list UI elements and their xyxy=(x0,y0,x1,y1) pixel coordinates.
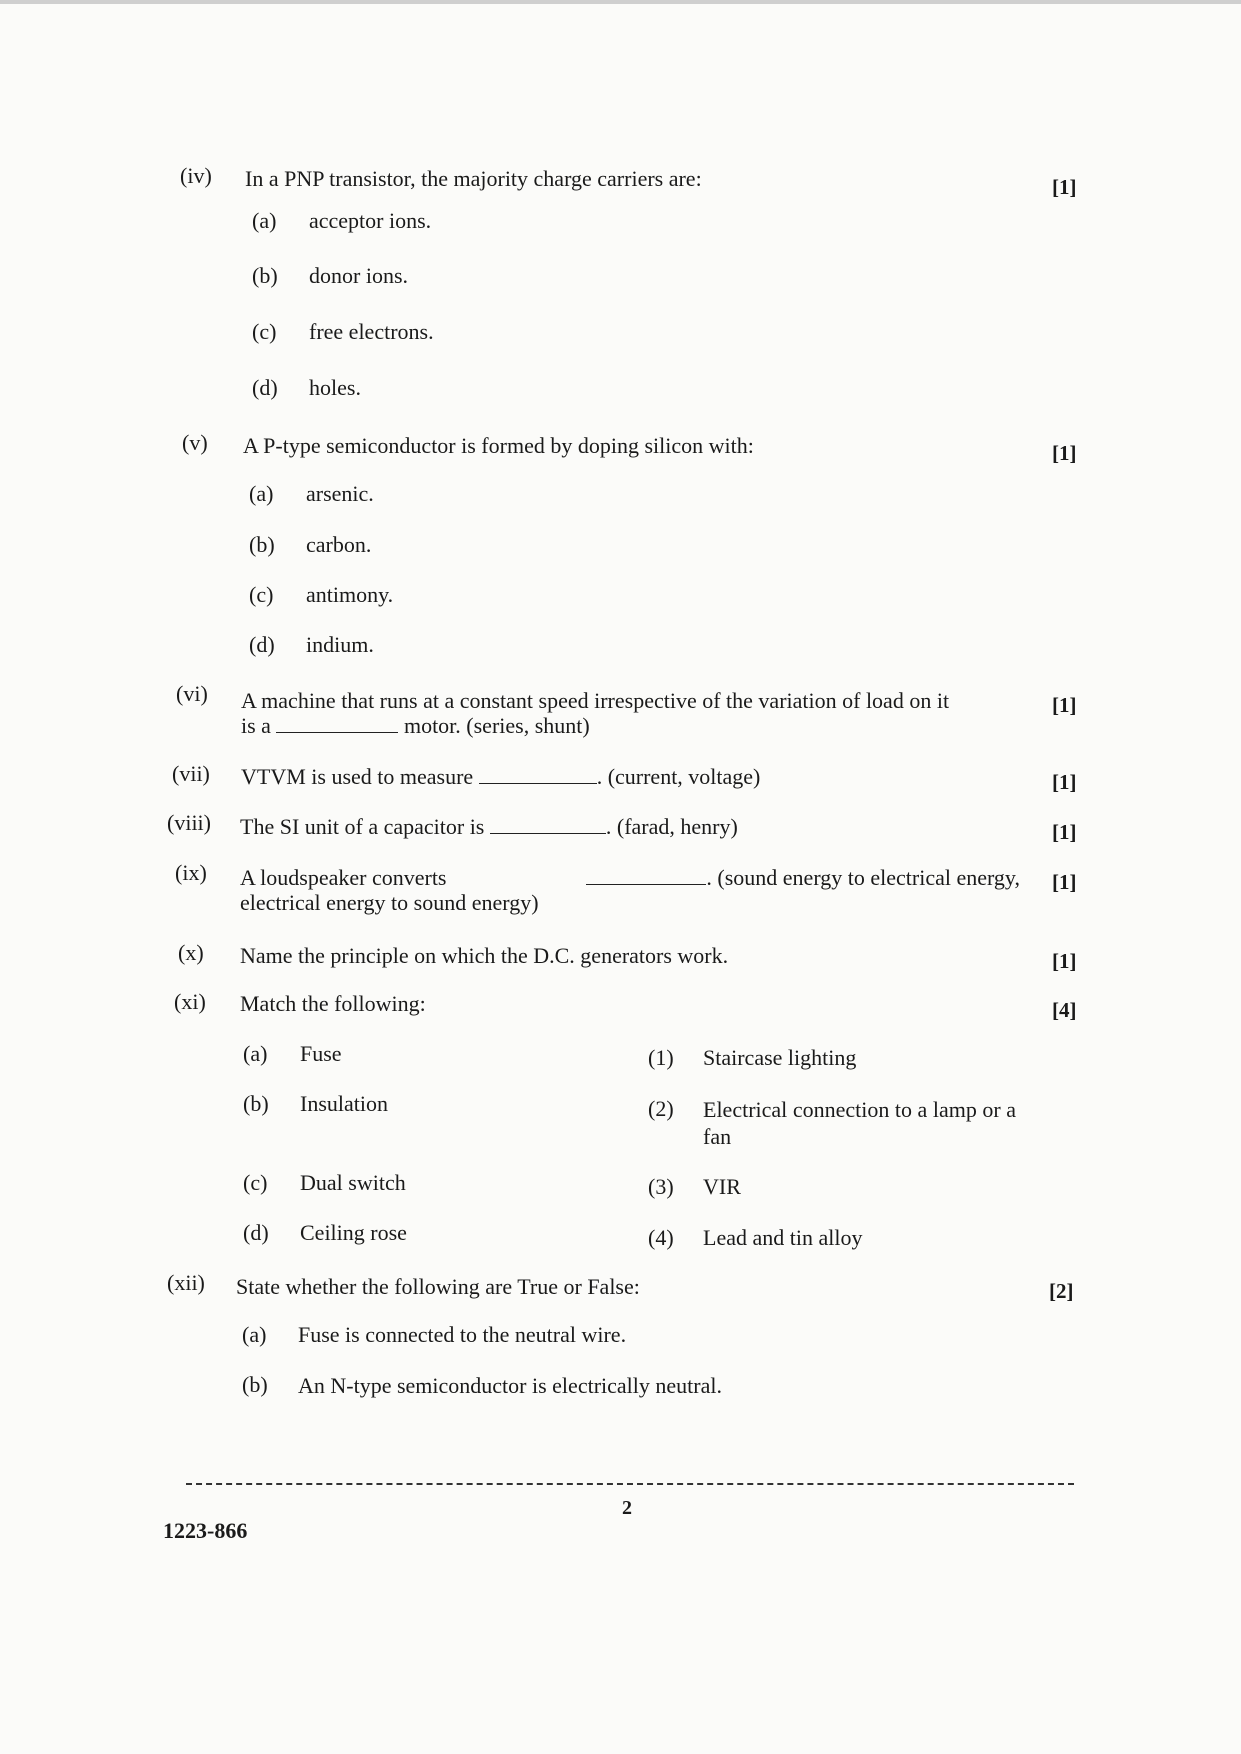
q7-number: (vii) xyxy=(172,761,210,786)
q6-pre-blank: is a xyxy=(241,713,271,738)
q11-marks: [4] xyxy=(1052,998,1077,1022)
q8-marks: [1] xyxy=(1052,820,1077,844)
q5-option-label: (d) xyxy=(249,632,275,657)
q5-option-text: antimony. xyxy=(306,582,394,607)
q12-number: (xii) xyxy=(167,1270,205,1295)
q5-option-text: arsenic. xyxy=(306,481,374,506)
match-right-text: VIR xyxy=(703,1174,741,1199)
q6-text-line2 xyxy=(241,713,590,738)
q9-post-blank: . (sound energy to electrical energy, xyxy=(706,865,1020,890)
q9-marks: [1] xyxy=(1052,870,1077,894)
q4-marks: [1] xyxy=(1052,175,1077,199)
q9-text-line2: electrical energy to sound energy) xyxy=(240,890,539,915)
q4-option-label: (a) xyxy=(252,208,277,233)
q8-number: (viii) xyxy=(167,810,211,835)
q4-text: In a PNP transistor, the majority charge carriers are: xyxy=(245,166,702,191)
match-left-text: Fuse xyxy=(300,1041,342,1066)
q9-blank xyxy=(586,866,706,885)
q4-option-text: donor ions. xyxy=(309,263,408,288)
match-right-text: Electrical connection to a lamp or a fan xyxy=(703,1097,1016,1149)
q8-blank xyxy=(490,815,606,834)
top-border xyxy=(0,0,1241,4)
q10-number: (x) xyxy=(178,940,204,965)
match-right-label: (2) xyxy=(648,1096,674,1121)
q5-option-text: carbon. xyxy=(306,532,372,557)
q8-post-blank: . (farad, henry) xyxy=(605,814,738,839)
paper-code: 1223-866 xyxy=(163,1518,248,1543)
q9-number: (ix) xyxy=(175,860,207,885)
q8-text xyxy=(240,814,738,839)
q9-pre-blank: A loudspeaker converts xyxy=(240,865,447,890)
q6-text-line1: A machine that runs at a constant speed irrespective of the variation of load on it xyxy=(241,688,950,713)
q5-option-label: (c) xyxy=(249,582,274,607)
q7-pre-blank: VTVM is used to measure xyxy=(241,764,474,789)
q4-option-text: acceptor ions. xyxy=(309,208,432,233)
tf-item-text: An N-type semiconductor is electrically neutral. xyxy=(298,1373,722,1398)
q10-text: Name the principle on which the D.C. generators work. xyxy=(240,943,729,968)
q10-marks: [1] xyxy=(1052,949,1077,973)
q8-pre-blank: The SI unit of a capacitor is xyxy=(240,814,485,839)
page-number: 2 xyxy=(622,1497,632,1519)
q9-text-line1 xyxy=(240,865,1020,890)
q5-option-label: (a) xyxy=(249,481,274,506)
tf-item-label: (a) xyxy=(242,1322,267,1347)
q11-number: (xi) xyxy=(174,989,206,1014)
q6-post-blank: motor. (series, shunt) xyxy=(403,713,590,738)
q12-text: State whether the following are True or False: xyxy=(236,1274,640,1299)
q7-blank xyxy=(479,765,597,784)
match-left-text: Insulation xyxy=(300,1091,388,1116)
match-right-text: Lead and tin alloy xyxy=(703,1225,863,1250)
q7-post-blank: . (current, voltage) xyxy=(596,764,761,789)
q12-marks: [2] xyxy=(1049,1279,1074,1303)
q6-marks: [1] xyxy=(1052,693,1077,717)
match-left-text: Ceiling rose xyxy=(300,1220,407,1245)
tf-item-label: (b) xyxy=(242,1372,268,1397)
match-left-text: Dual switch xyxy=(300,1170,406,1195)
footer-divider xyxy=(186,1483,1074,1485)
match-right-label: (3) xyxy=(648,1174,674,1199)
match-right-text: Staircase lighting xyxy=(703,1045,857,1070)
q7-marks: [1] xyxy=(1052,770,1077,794)
q5-marks: [1] xyxy=(1052,441,1077,465)
q4-option-label: (b) xyxy=(252,263,278,288)
q6-blank xyxy=(276,714,398,733)
q5-option-label: (b) xyxy=(249,532,275,557)
match-left-label: (a) xyxy=(243,1041,268,1066)
q7-text xyxy=(241,764,760,789)
tf-item-text: Fuse is connected to the neutral wire. xyxy=(298,1322,627,1347)
q4-number: (iv) xyxy=(180,163,212,188)
q11-text: Match the following: xyxy=(240,991,426,1016)
match-right-label: (4) xyxy=(648,1225,674,1250)
q4-option-label: (c) xyxy=(252,319,277,344)
match-left-label: (d) xyxy=(243,1220,269,1245)
q4-option-text: free electrons. xyxy=(309,319,434,344)
match-right-label: (1) xyxy=(648,1045,674,1070)
match-left-label: (c) xyxy=(243,1170,268,1195)
q6-number: (vi) xyxy=(176,681,208,706)
match-left-label: (b) xyxy=(243,1091,269,1116)
q4-option-label: (d) xyxy=(252,375,278,400)
q5-number: (v) xyxy=(182,430,208,455)
q5-text: A P-type semiconductor is formed by doping silicon with: xyxy=(243,433,754,458)
q9-blank-group xyxy=(586,865,1020,890)
q4-option-text: holes. xyxy=(309,375,361,400)
q5-option-text: indium. xyxy=(306,632,374,657)
